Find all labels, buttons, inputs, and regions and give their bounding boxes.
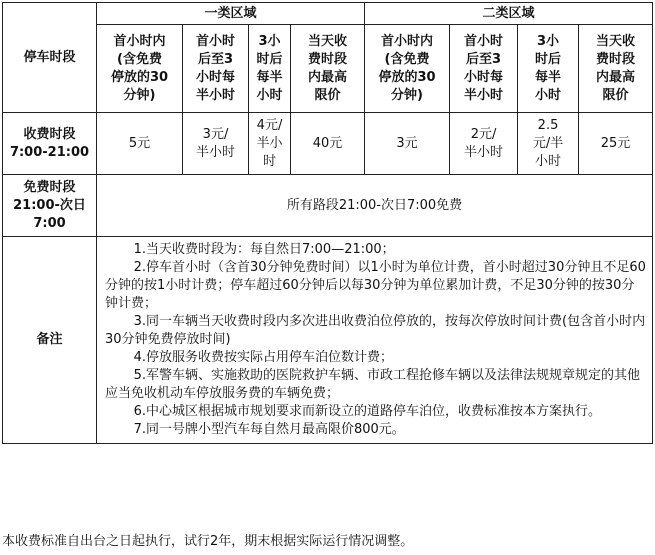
zone2-subheader-hour1-3: 首小时 后至3 小时每 半小时: [450, 25, 518, 113]
zone2-fee-hour1-3: 2元/ 半小时: [450, 113, 518, 175]
notes-label: 备注: [3, 237, 97, 444]
zone1-fee-after3: 4元/ 半小 时: [249, 113, 291, 175]
zone2-header: 二类区域: [365, 3, 653, 25]
zone1-subheader-daily-cap: 当天收 费时段 内最高 限价: [291, 25, 365, 113]
zone1-subheader-after3: 3小 时后 每半 小时: [249, 25, 291, 113]
zone2-subheader-after3: 3小 时后 每半 小时: [518, 25, 579, 113]
fee-period-label: 收费时段 7:00-21:00: [3, 113, 97, 175]
parking-fee-table: [2, 2, 653, 444]
zone1-header: 一类区域: [97, 3, 365, 25]
note-item: 7.同一号牌小型汽车每自然月最高限价800元。: [133, 422, 405, 437]
footer-note: 本收费标准自出台之日起执行，试行2年，期末根据实际运行情况调整。: [2, 534, 414, 549]
zone2-subheader-daily-cap: 当天收 费时段 内最高 限价: [579, 25, 653, 113]
zone1-fee-first-hour: 5元: [97, 113, 183, 175]
zone2-fee-first-hour: 3元: [365, 113, 450, 175]
note-item: 3.同一车辆当天收费时段内多次进出收费泊位停放的，按每次停放时间计费(包含首小时内30分钟免费停放时间): [105, 314, 646, 347]
free-period-label: 免费时段 21:00-次日 7:00: [3, 175, 97, 237]
zone2-subheader-first-hour: 首小时内 (含免费 停放的30 分钟): [365, 25, 450, 113]
note-item: 6.中心城区根据城市规划要求而新设立的道路停车泊位，收费标准按本方案执行。: [133, 404, 601, 419]
note-item: 1.当天收费时段为：每自然日7:00—21:00；: [133, 242, 395, 257]
zone2-fee-after3: 2.5 元/半 小时: [518, 113, 579, 175]
notes-cell: [97, 237, 653, 444]
zone1-fee-hour1-3: 3元/ 半小时: [183, 113, 249, 175]
zone2-fee-daily-cap: 25元: [579, 113, 653, 175]
parking-period-header: 停车时段: [3, 3, 97, 113]
note-item: 4.停放服务收费按实际占用停车泊位数计费；: [133, 350, 393, 365]
zone1-fee-daily-cap: 40元: [291, 113, 365, 175]
free-period-text: 所有路段21:00-次日7:00免费: [97, 175, 653, 237]
zone1-subheader-first-hour: 首小时内 (含免费 停放的30 分钟): [97, 25, 183, 113]
note-item: 2.停车首小时（含首30分钟免费时间）以1小时为单位计费，首小时超过30分钟且不足60分钟的按1小时计费；停车超过60分钟后以每30分钟为单位累加计费，不足30分钟的按30分钟计费；: [105, 260, 646, 311]
note-item: 5.军警车辆、实施救助的医院救护车辆、市政工程抢修车辆以及法律法规规章规定的其他应当免收机动车停放服务费的车辆免费；: [105, 368, 640, 401]
zone1-subheader-hour1-3: 首小时 后至3 小时每 半小时: [183, 25, 249, 113]
